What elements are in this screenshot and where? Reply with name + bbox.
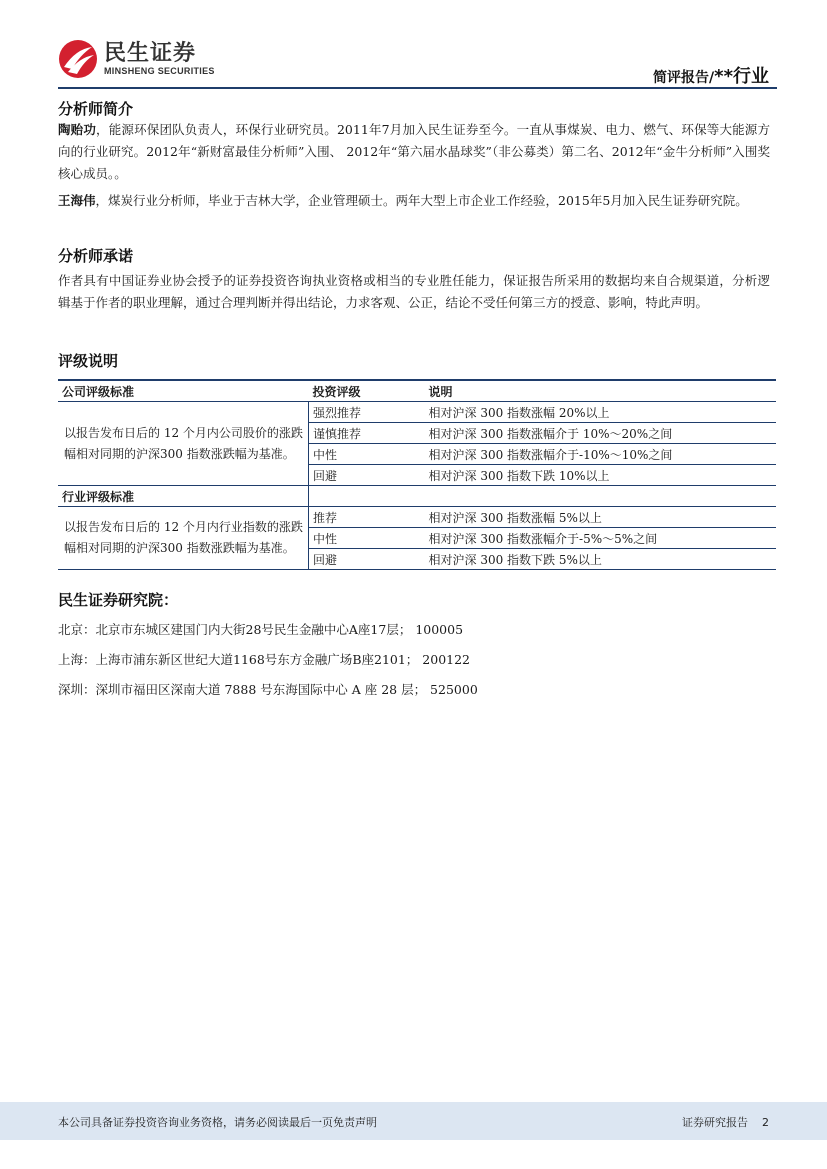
table-header-row (58, 380, 776, 402)
table-row (58, 402, 776, 423)
logo-chinese-name: 民生证券 (104, 40, 197, 66)
commitment-text: 作者具有中国证券业协会授予的证券投资咨询执业资格或相当的专业胜任能力，保证报告所采用的数据均来自合规渠道，分析逻辑基于作者的职业理解，通过合理判断并得出结论，力求客观、公正，结论不受任何第三方的授意、影响，特此声明。 (58, 273, 770, 310)
company-standard-desc: 以报告发布日后的 12 个月内公司股价的涨跌幅相对同期的沪深300 指数涨跌幅为基准。 (58, 402, 309, 486)
rating-title: 评级说明 (58, 352, 119, 370)
analyst-name: 王海伟 (58, 193, 96, 208)
report-category: 简评报告/**行业 (653, 66, 769, 87)
header-company-standard: 公司评级标准 (58, 380, 309, 402)
address-shenzhen: 深圳：深圳市福田区深南大道 7888 号东海国际中心 A 座 28 层； 525000 (58, 682, 478, 697)
rating-description: 相对沪深 300 指数涨幅 5%以上 (425, 507, 777, 528)
analyst-bio-tao: 陶贻功，能源环保团队负责人，环保行业研究员。2011年7月加入民生证券至今。一直从事煤炭、电力、燃气、环保等大能源方向的行业研究。2012年“新财富最佳分析师”入围、 2012年“第六届水晶球奖”（非公募类）第二名、2012年“金牛分析师”入围奖核心成员。。 (58, 122, 770, 181)
address-beijing: 北京：北京市东城区建国门内大街28号民生金融中心A座17层； 100005 (58, 622, 464, 637)
analyst-bio-wang: 王海伟，煤炭行业分析师，毕业于吉林大学，企业管理硕士。两年大型上市企业工作经验，2015年5月加入民生证券研究院。 (58, 193, 748, 208)
rating-description: 相对沪深 300 指数涨幅 20%以上 (425, 402, 777, 423)
rating-description: 相对沪深 300 指数下跌 5%以上 (425, 549, 777, 570)
rating-label: 谨慎推荐 (309, 423, 425, 444)
industry-header-row (58, 486, 776, 507)
rating-label: 中性 (309, 444, 425, 465)
rating-description: 相对沪深 300 指数涨幅介于-10%～10%之间 (425, 444, 777, 465)
header-rating: 投资评级 (309, 380, 425, 402)
address-shanghai: 上海：上海市浦东新区世纪大道1168号东方金融广场B座2101； 200122 (58, 652, 471, 667)
page-number: 2 (762, 1116, 769, 1129)
header-description: 说明 (425, 380, 777, 402)
commitment-title: 分析师承诺 (58, 247, 134, 265)
rating-label: 中性 (309, 528, 425, 549)
institute-title: 民生证券研究院： (58, 591, 179, 609)
header-industry-standard: 行业评级标准 (58, 486, 309, 507)
rating-label: 强烈推荐 (309, 402, 425, 423)
rating-label: 回避 (309, 549, 425, 570)
company-logo (58, 38, 215, 80)
rating-description: 相对沪深 300 指数下跌 10%以上 (425, 465, 777, 486)
footer-label: 证券研究报告 2 (682, 1116, 769, 1129)
header-divider (58, 87, 777, 89)
rating-description: 相对沪深 300 指数涨幅介于 10%～20%之间 (425, 423, 777, 444)
minsheng-logo-icon (58, 39, 98, 79)
table-row (58, 507, 776, 528)
rating-description: 相对沪深 300 指数涨幅介于-5%～5%之间 (425, 528, 777, 549)
rating-label: 推荐 (309, 507, 425, 528)
industry-standard-desc: 以报告发布日后的 12 个月内行业指数的涨跌幅相对同期的沪深300 指数涨跌幅为基准。 (58, 507, 309, 570)
page-footer (0, 1102, 827, 1140)
rating-table (58, 379, 776, 570)
footer-disclaimer: 本公司具备证券投资咨询业务资格，请务必阅读最后一页免责声明 (58, 1116, 377, 1129)
analyst-name: 陶贻功 (58, 122, 97, 137)
rating-label: 回避 (309, 465, 425, 486)
logo-english-name: MINSHENG SECURITIES (104, 65, 215, 76)
analyst-intro-title: 分析师简介 (58, 100, 134, 118)
